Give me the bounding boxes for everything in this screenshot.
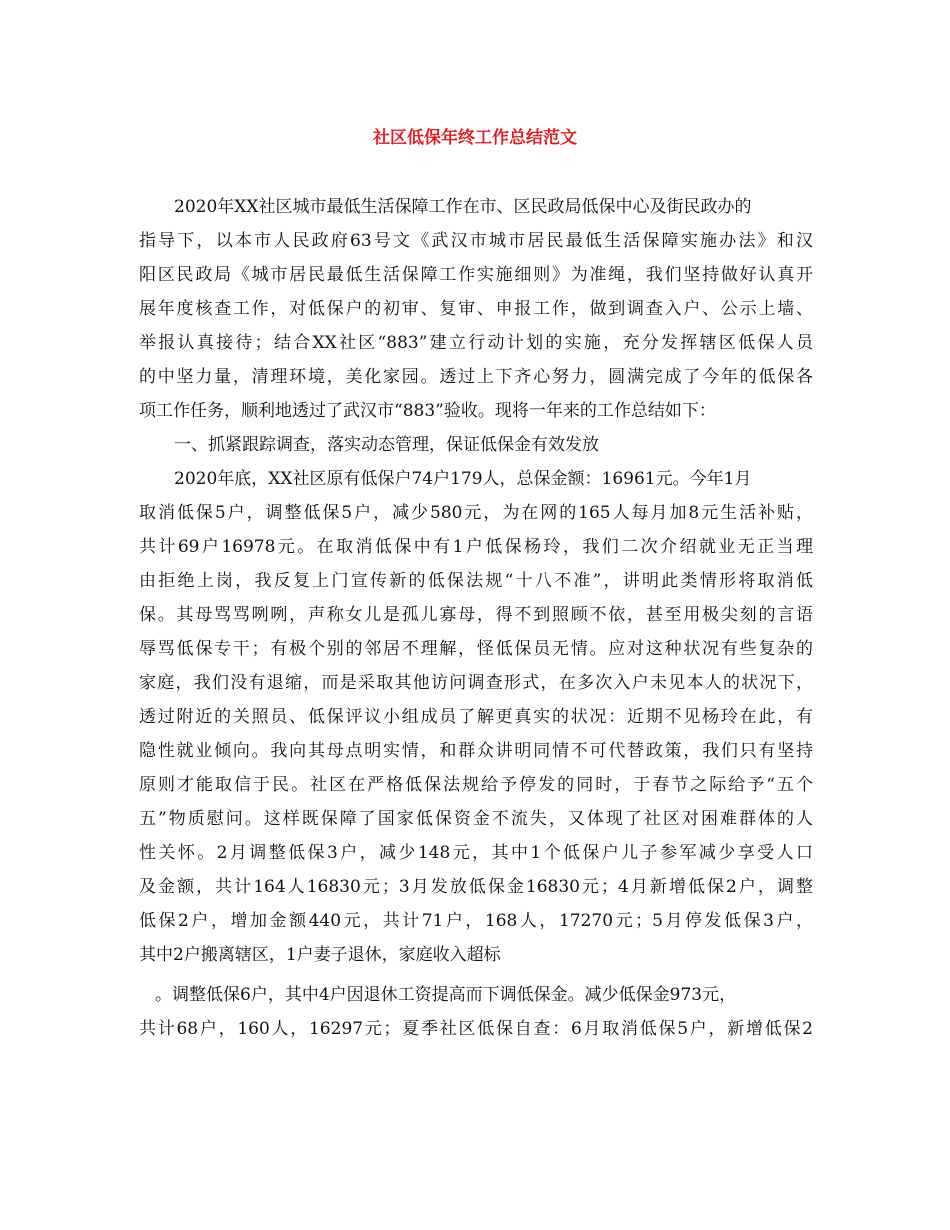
paragraph-line: 五”物质慰问。这样既保障了国家低保资金不流失，又体现了社区对困难群体的人 [139,809,813,829]
paragraph-line: 由拒绝上岗，我反复上门宣传新的低保法规“十八不准”，讲明此类情形将取消低 [139,571,813,591]
paragraph-line: 隐性就业倾向。我向其母点明实情，和群众讲明同情不可代替政策，我们只有坚持 [139,741,813,761]
paragraph-line: 。调整低保6户，其中4户因退休工资提高而下调低保金。减少低保金973元， [155,985,737,1005]
paragraph-line: 辱骂低保专干；有极个别的邻居不理解，怪低保员无情。应对这种状况有些复杂的 [139,639,813,659]
paragraph-line: 性关怀。2月调整低保3户，减少148元，其中1个低保户儿子参军减少享受人口 [139,843,813,863]
paragraph-line: 举报认真接待；结合XX社区“883”建立行动计划的实施，充分发挥辖区低保人员 [139,333,813,353]
paragraph-line: 家庭，我们没有退缩，而是采取其他访问调查形式，在多次入户未见本人的状况下， [139,673,813,693]
paragraph-line: 2020年XX社区城市最低生活保障工作在市、区民政局低保中心及街民政办的 [174,197,752,217]
paragraph-line: 阳区民政局《城市居民最低生活保障工作实施细则》为准绳，我们坚持做好认真开 [139,265,813,285]
paragraph-line: 指导下，以本市人民政府63号文《武汉市城市居民最低生活保障实施办法》和汉 [139,231,813,251]
paragraph-line: 共计69户16978元。在取消低保中有1户低保杨玲，我们二次介绍就业无正当理 [139,537,813,557]
document-title: 社区低保年终工作总结范文 [373,128,577,148]
section-heading: 一、抓紧跟踪调查，落实动态管理，保证低保金有效发放 [174,435,599,455]
paragraph-line: 保。其母骂骂咧咧，声称女儿是孤儿寡母，得不到照顾不依，甚至用极尖刻的言语 [139,605,813,625]
paragraph-line: 共计68户，160人，16297元；夏季社区低保自查：6月取消低保5户，新增低保2 [139,1019,813,1039]
paragraph-line: 及金额，共计164人16830元；3月发放低保金16830元；4月新增低保2户，调整 [139,877,813,897]
paragraph-line: 原则才能取信于民。社区在严格低保法规给予停发的同时，于春节之际给予“五个 [139,775,813,795]
paragraph-line: 的中坚力量，清理环境，美化家园。透过上下齐心努力，圆满完成了今年的低保各 [139,367,813,387]
paragraph-line: 项工作任务，顺利地透过了武汉市“883”验收。现将一年来的工作总结如下： [139,401,716,421]
paragraph-line: 展年度核查工作，对低保户的初审、复审、申报工作，做到调查入户、公示上墙、 [139,299,813,319]
paragraph-line: 其中2户搬离辖区，1户妻子退休，家庭收入超标 [139,945,501,965]
paragraph-line: 取消低保5户，调整低保5户，减少580元，为在网的165人每月加8元生活补贴， [139,503,813,523]
paragraph-line: 透过附近的关照员、低保评议小组成员了解更真实的状况：近期不见杨玲在此，有 [139,707,813,727]
paragraph-line: 2020年底，XX社区原有低保户74户179人，总保金额：16961元。今年1月 [174,469,752,489]
paragraph-line: 低保2户，增加金额440元，共计71户，168人，17270元；5月停发低保3户， [139,911,813,931]
